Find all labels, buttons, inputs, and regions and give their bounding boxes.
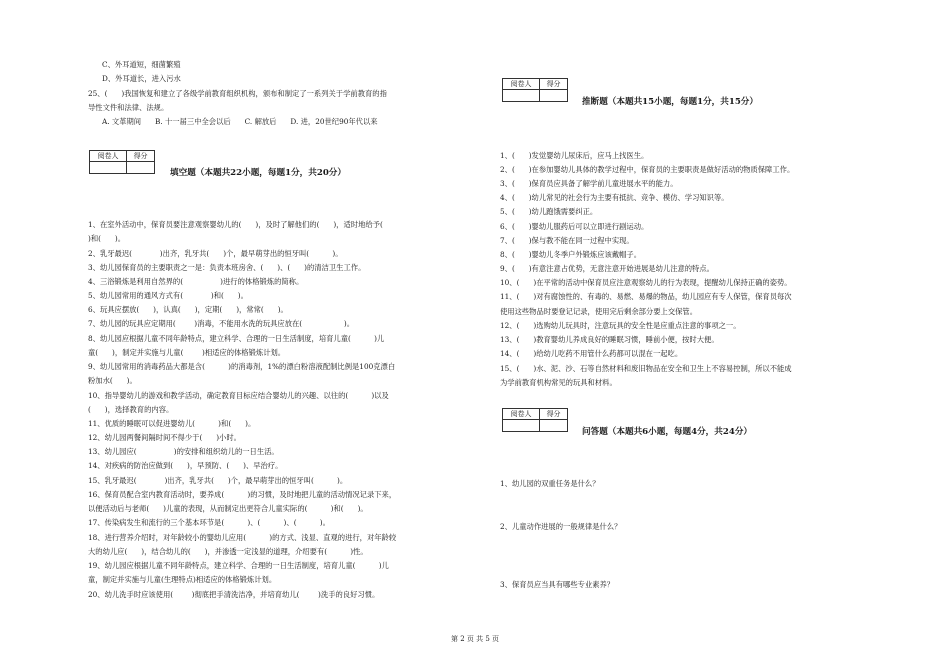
judge-line: 为学前教育机构常见的玩具和材料。 [500, 378, 617, 387]
fill-line: 12、幼儿园两餐间隔时间不得少于( )小时。 [88, 433, 241, 442]
qa-question: 1、幼儿园的双重任务是什么？ [500, 479, 600, 488]
fill-line: 6、玩具应摆放( )，认真( )，定期( )，常常( )。 [88, 305, 288, 314]
grader-label: 阅卷人 [503, 409, 540, 420]
judge-line: 10、( )在平常的活动中保育员应注意观察幼儿的行为表现，提醒幼儿保持正确的姿势。 [500, 278, 792, 287]
fill-line: 19、幼儿园应根据儿童不同年龄特点，建立科学、合理的一日生活制度，培育儿童( )儿 [88, 561, 389, 570]
fill-line: ( )，选择教育的内容。 [88, 405, 174, 414]
fill-line: 7、幼儿园的玩具应定期用( )消毒，不能用水洗的玩具应放在( )。 [88, 319, 355, 328]
grader-label: 阅卷人 [90, 151, 127, 162]
fill-line: 以便活动后与老师( )儿童的表现，从而制定出更符合儿童实际的( )和( )。 [88, 504, 368, 513]
fill-line: 2、乳牙最迟( )出齐，乳牙共( )个，最早萌芽出的恒牙叫( )。 [88, 249, 343, 258]
score-box-judge [502, 78, 568, 102]
score-cell [540, 90, 568, 102]
question-line: 导性文件和法律、法规。 [88, 103, 169, 112]
question-line: 25、( )我国恢复和建立了各级学前教育组织机构，颁布和制定了一系列关于学前教育的指 [88, 89, 387, 98]
judge-line: 5、( )幼儿跑饿需要纠正。 [500, 207, 598, 216]
fill-section-title: 填空题（本题共22小题，每题1分，共20分） [170, 168, 346, 178]
fill-line: 17、传染病发生和流行的三个基本环节是( )、( )、( )。 [88, 518, 330, 527]
fill-line: 15、乳牙最迟( )出齐，乳牙共( )个，最早萌芽出的恒牙叫( )。 [88, 476, 348, 485]
fill-line: 14、对疾病的防治应做到( )，早预防、( )、早治疗。 [88, 461, 283, 470]
page-footer: 第 2 页 共 5 页 [450, 635, 500, 643]
judge-line: 使用这些物品时要登记记录，使用完后剩余部分要上交保管。 [500, 307, 698, 316]
judge-line: 14、( )给幼儿吃药不用管什么药都可以混在一起吃。 [500, 349, 683, 358]
fill-line: 18、进行营养介绍时，对年龄较小的婴幼儿应用( )的方式、浅显、直观的进行，对年龄较 [88, 533, 397, 542]
judge-line: 15、( )水、泥、沙、石等自然材料和废旧物品在安全和卫生上不容易控制，所以不能成 [500, 364, 792, 373]
judge-line: 4、( )幼儿常见的社会行为主要有抵抗、竞争、模仿、学习知识等。 [500, 193, 729, 202]
judge-line: 8、( )婴幼儿冬季户外锻炼应该戴帽子。 [500, 250, 642, 259]
grader-cell [503, 90, 540, 102]
score-cell [540, 420, 568, 432]
judge-line: 9、( )有意注意占优势，无意注意开始进展是幼儿注意的特点。 [500, 264, 714, 273]
judge-line: 12、( )选购幼儿玩具时，注意玩具的安全性是应重点注意的事项之一。 [500, 321, 741, 330]
fill-line: 20、幼儿洗手时应该使用( )彻底把手清洗洁净，并培育幼儿( )洗手的良好习惯。 [88, 590, 380, 599]
fill-line: 8、幼儿园应根据儿童不同年龄特点，建立科学、合理的一日生活制度，培育儿童( )儿 [88, 334, 385, 343]
fill-line: )和( )。 [88, 234, 126, 243]
fill-line: 大的幼儿应( )，结合幼儿的( )，并渗透一定浅显的道理，介绍要有( )性。 [88, 547, 368, 556]
score-label: 得分 [540, 79, 568, 90]
fill-line: 童，制定并实施与儿童(生理特点)相适应的体格锻炼计划。 [88, 575, 277, 584]
option-line: D、外耳道长，进入污水 [102, 74, 181, 83]
fill-line: 4、三浴锻炼是利用自然界的( )进行的体格锻炼的简称。 [88, 277, 304, 286]
grader-cell [503, 420, 540, 432]
score-label: 得分 [540, 409, 568, 420]
fill-line: 5、幼儿园常用的通风方式有( )和( )。 [88, 291, 248, 300]
fill-line: 童( )，制定并实施与儿童( )相适应的体格锻炼计划。 [88, 348, 286, 357]
grader-label: 阅卷人 [503, 79, 540, 90]
judge-line: 6、( )婴幼儿服药后可以立即进行剧运动。 [500, 222, 649, 231]
judge-line: 11、( )对有腐蚀性的、有毒的、易燃、易爆的物品，幼儿园应有专人保管，保育员每次 [500, 292, 792, 301]
fill-line: 16、保育员配合室内教育活动时，要养成( )的习惯，及时地把儿童的活动情况记录下来， [88, 490, 397, 499]
fill-line: 3、幼儿园保育员的主要职责之一是：负责本班房舍、( )、( )的清洁卫生工作。 [88, 263, 366, 272]
fill-line: 1、在室外活动中，保育员要注意观察婴幼儿的( )，及时了解他们的( )，适时地给予( [88, 220, 383, 229]
score-box-fill [89, 150, 155, 174]
qa-question: 3、保育员应当具有哪些专业素养？ [500, 580, 615, 589]
fill-line: 13、幼儿园应( )的安排和组织幼儿的一日生活。 [88, 447, 279, 456]
qa-section-title: 问答题（本题共6小题，每题4分，共24分） [582, 427, 753, 437]
fill-line: 10、指导婴幼儿的游戏和教学活动，确定教育目标应结合婴幼儿的兴趣、以往的( )以及 [88, 391, 389, 400]
judge-line: 3、( )保育员应具备了解学前儿童进展水平的能力。 [500, 179, 678, 188]
score-cell [127, 162, 155, 174]
judge-line: 1、( )发觉婴幼儿尿床后，应马上找医生。 [500, 151, 649, 160]
grader-cell [90, 162, 127, 174]
option-line: A. 文革期间 B. 十一届三中全会以后 C. 解放后 D. 进，20世纪90年代以来 [102, 117, 378, 126]
fill-line: 9、幼儿园常用的消毒药品大都是含( )的消毒剂，1%的漂白粉溶液配制比例是100克漂白 [88, 362, 396, 371]
judge-section-title: 推断题（本题共15小题，每题1分，共15分） [582, 97, 758, 107]
judge-line: 13、( )教育婴幼儿养成良好的睡眠习惯，睡前小便，按时大便。 [500, 335, 719, 344]
judge-line: 7、( )保与教不能在同一过程中实现。 [500, 236, 634, 245]
score-box-qa [502, 408, 568, 432]
fill-line: 粉加水( )。 [88, 376, 137, 385]
score-label: 得分 [127, 151, 155, 162]
fill-line: 11、优质的睡眠可以促进婴幼儿( )和( )。 [88, 419, 256, 428]
qa-question: 2、儿童动作进展的一般规律是什么？ [500, 522, 622, 531]
option-line: C、外耳道短，细菌繁殖 [102, 60, 181, 69]
judge-line: 2、( )在参加婴幼儿具体的教学过程中，保育员的主要职责是做好活动的物质保障工作。 [500, 165, 795, 174]
